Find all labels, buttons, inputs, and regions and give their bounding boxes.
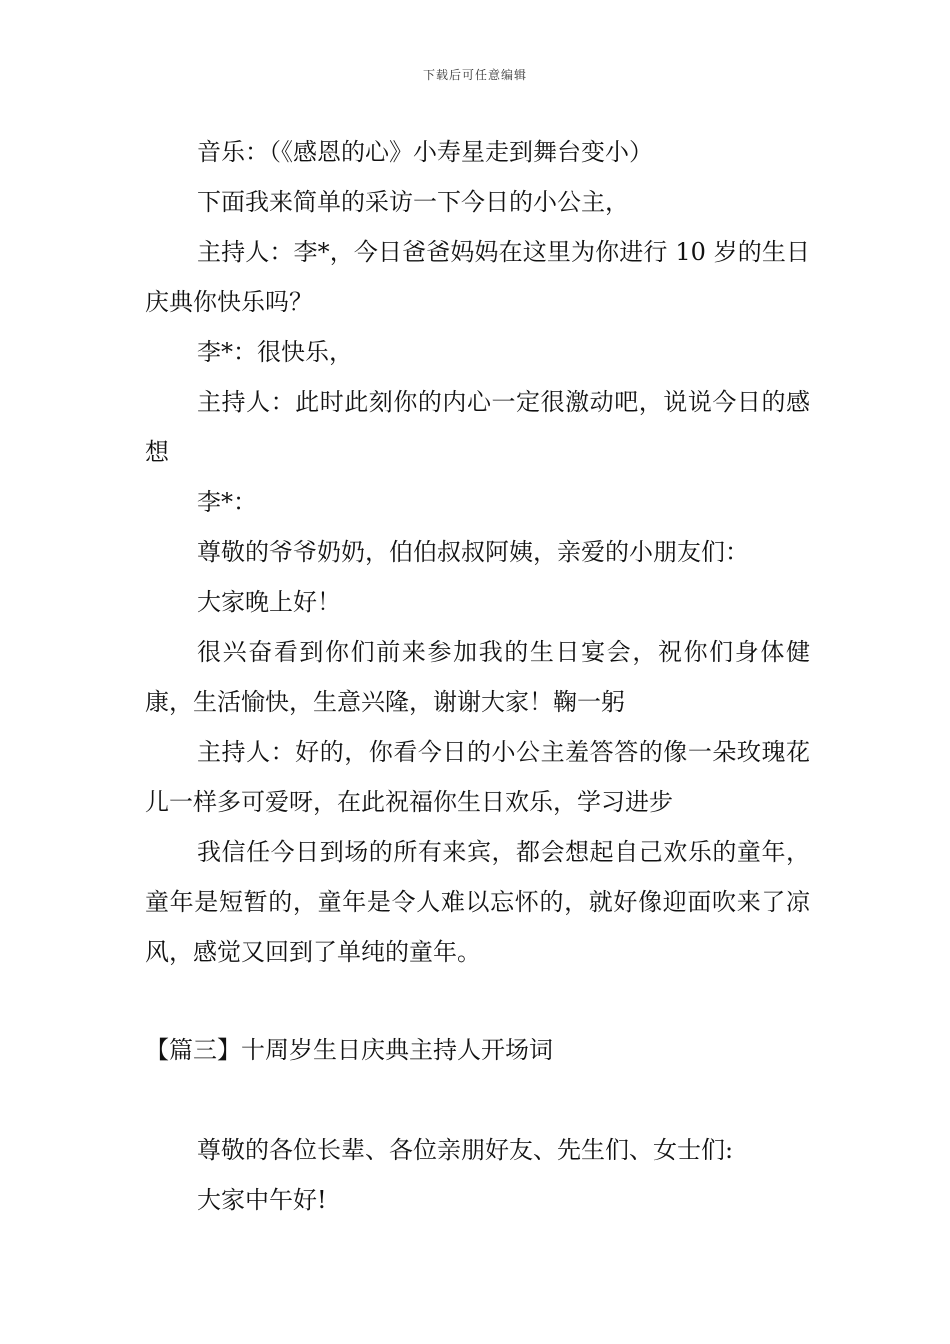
paragraph: 主持人：此时此刻你的内心一定很激动吧，说说今日的感想 <box>145 388 810 466</box>
section-body <box>145 1125 810 1225</box>
paragraph: 主持人：好的，你看今日的小公主羞答答的像一朵玫瑰花儿一样多可爱呀，在此祝福你生日欢乐，学习进步 <box>145 738 810 816</box>
paragraph: 李*： <box>197 488 257 516</box>
paragraph: 很兴奋看到你们前来参加我的生日宴会，祝你们身体健康，生活愉快，生意兴隆，谢谢大家！鞠一躬 <box>145 638 810 716</box>
paragraph: 李*：很快乐， <box>197 338 353 366</box>
document-body <box>145 127 810 1214</box>
paragraph: 尊敬的各位长辈、各位亲朋好友、先生们、女士们: <box>197 1136 734 1164</box>
page-header-note: 下载后可任意编辑 <box>422 68 527 82</box>
paragraph: 大家中午好! <box>197 1186 327 1214</box>
paragraph: 下面我来简单的采访一下今日的小公主， <box>197 188 629 216</box>
paragraph: 大家晚上好！ <box>197 588 341 616</box>
section-title: 【篇三】十周岁生日庆典主持人开场词 <box>145 1036 553 1064</box>
paragraph: 主持人：李*，今日爸爸妈妈在这里为你进行 10 岁的生日庆典你快乐吗？ <box>145 238 810 316</box>
paragraph: 尊敬的爷爷奶奶，伯伯叔叔阿姨，亲爱的小朋友们： <box>197 538 749 566</box>
paragraph: 音乐：（《感恩的心》小寿星走到舞台变小） <box>197 138 653 166</box>
paragraph: 我信任今日到场的所有来宾，都会想起自己欢乐的童年，童年是短暂的，童年是令人难以忘怀的，就好像迎面吹来了凉风，感觉又回到了单纯的童年。 <box>145 838 810 966</box>
